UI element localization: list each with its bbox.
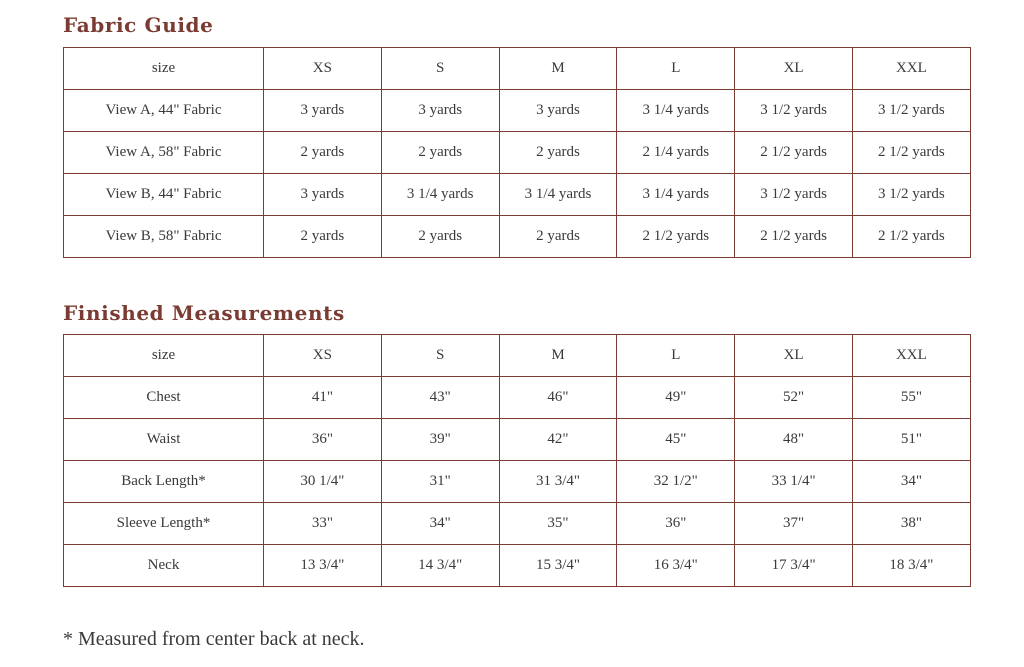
value-cell: 2 yards bbox=[264, 132, 382, 174]
row-label-cell: View B, 58" Fabric bbox=[64, 216, 264, 258]
finished-measurements-title: Finished Measurements bbox=[63, 301, 345, 325]
header-cell: M bbox=[499, 48, 617, 90]
value-cell: 2 1/2 yards bbox=[852, 216, 970, 258]
header-cell: XXL bbox=[852, 335, 970, 377]
value-cell: 3 yards bbox=[499, 90, 617, 132]
header-cell: S bbox=[381, 48, 499, 90]
row-label-cell: Waist bbox=[64, 419, 264, 461]
table-row bbox=[64, 216, 971, 258]
value-cell: 52" bbox=[735, 377, 853, 419]
footnote: * Measured from center back at neck. bbox=[63, 628, 365, 650]
value-cell: 3 1/2 yards bbox=[735, 174, 853, 216]
value-cell: 2 1/2 yards bbox=[852, 132, 970, 174]
table-row bbox=[64, 174, 971, 216]
value-cell: 33 1/4" bbox=[735, 461, 853, 503]
table-row bbox=[64, 503, 971, 545]
table-row bbox=[64, 419, 971, 461]
header-row bbox=[64, 335, 971, 377]
value-cell: 38" bbox=[852, 503, 970, 545]
value-cell: 39" bbox=[381, 419, 499, 461]
value-cell: 3 1/4 yards bbox=[617, 174, 735, 216]
value-cell: 2 1/2 yards bbox=[617, 216, 735, 258]
value-cell: 37" bbox=[735, 503, 853, 545]
header-cell: S bbox=[381, 335, 499, 377]
header-cell: XL bbox=[735, 335, 853, 377]
value-cell: 2 yards bbox=[381, 216, 499, 258]
value-cell: 3 1/4 yards bbox=[381, 174, 499, 216]
value-cell: 15 3/4" bbox=[499, 545, 617, 587]
value-cell: 51" bbox=[852, 419, 970, 461]
table-row bbox=[64, 377, 971, 419]
fabric-guide-title: Fabric Guide bbox=[63, 13, 214, 37]
value-cell: 31 3/4" bbox=[499, 461, 617, 503]
row-label-cell: Chest bbox=[64, 377, 264, 419]
finished-measurements-table bbox=[63, 334, 971, 587]
value-cell: 32 1/2" bbox=[617, 461, 735, 503]
header-cell: XXL bbox=[852, 48, 970, 90]
table-row bbox=[64, 132, 971, 174]
value-cell: 2 1/2 yards bbox=[735, 216, 853, 258]
value-cell: 2 1/4 yards bbox=[617, 132, 735, 174]
value-cell: 36" bbox=[264, 419, 382, 461]
header-cell: L bbox=[617, 335, 735, 377]
value-cell: 42" bbox=[499, 419, 617, 461]
value-cell: 34" bbox=[381, 503, 499, 545]
value-cell: 55" bbox=[852, 377, 970, 419]
table-row bbox=[64, 461, 971, 503]
value-cell: 2 yards bbox=[499, 132, 617, 174]
value-cell: 34" bbox=[852, 461, 970, 503]
value-cell: 3 1/2 yards bbox=[735, 90, 853, 132]
value-cell: 49" bbox=[617, 377, 735, 419]
header-cell: size bbox=[64, 335, 264, 377]
value-cell: 3 1/4 yards bbox=[499, 174, 617, 216]
table-row bbox=[64, 90, 971, 132]
value-cell: 35" bbox=[499, 503, 617, 545]
row-label-cell: Sleeve Length* bbox=[64, 503, 264, 545]
value-cell: 33" bbox=[264, 503, 382, 545]
header-cell: size bbox=[64, 48, 264, 90]
finished-measurements-body bbox=[64, 335, 971, 587]
value-cell: 46" bbox=[499, 377, 617, 419]
row-label-cell: View A, 58" Fabric bbox=[64, 132, 264, 174]
value-cell: 31" bbox=[381, 461, 499, 503]
header-cell: XL bbox=[735, 48, 853, 90]
value-cell: 30 1/4" bbox=[264, 461, 382, 503]
value-cell: 3 yards bbox=[264, 90, 382, 132]
value-cell: 3 1/2 yards bbox=[852, 174, 970, 216]
header-cell: XS bbox=[264, 335, 382, 377]
value-cell: 3 yards bbox=[264, 174, 382, 216]
header-row bbox=[64, 48, 971, 90]
value-cell: 17 3/4" bbox=[735, 545, 853, 587]
table-row bbox=[64, 545, 971, 587]
value-cell: 45" bbox=[617, 419, 735, 461]
value-cell: 14 3/4" bbox=[381, 545, 499, 587]
value-cell: 13 3/4" bbox=[264, 545, 382, 587]
row-label-cell: Back Length* bbox=[64, 461, 264, 503]
header-cell: L bbox=[617, 48, 735, 90]
value-cell: 2 yards bbox=[381, 132, 499, 174]
row-label-cell: View B, 44" Fabric bbox=[64, 174, 264, 216]
value-cell: 2 yards bbox=[499, 216, 617, 258]
fabric-guide-table bbox=[63, 47, 971, 258]
value-cell: 3 yards bbox=[381, 90, 499, 132]
value-cell: 3 1/4 yards bbox=[617, 90, 735, 132]
row-label-cell: Neck bbox=[64, 545, 264, 587]
value-cell: 36" bbox=[617, 503, 735, 545]
value-cell: 48" bbox=[735, 419, 853, 461]
value-cell: 18 3/4" bbox=[852, 545, 970, 587]
header-cell: XS bbox=[264, 48, 382, 90]
fabric-guide-body bbox=[64, 48, 971, 258]
value-cell: 43" bbox=[381, 377, 499, 419]
value-cell: 41" bbox=[264, 377, 382, 419]
row-label-cell: View A, 44" Fabric bbox=[64, 90, 264, 132]
value-cell: 2 yards bbox=[264, 216, 382, 258]
value-cell: 3 1/2 yards bbox=[852, 90, 970, 132]
header-cell: M bbox=[499, 335, 617, 377]
value-cell: 16 3/4" bbox=[617, 545, 735, 587]
value-cell: 2 1/2 yards bbox=[735, 132, 853, 174]
